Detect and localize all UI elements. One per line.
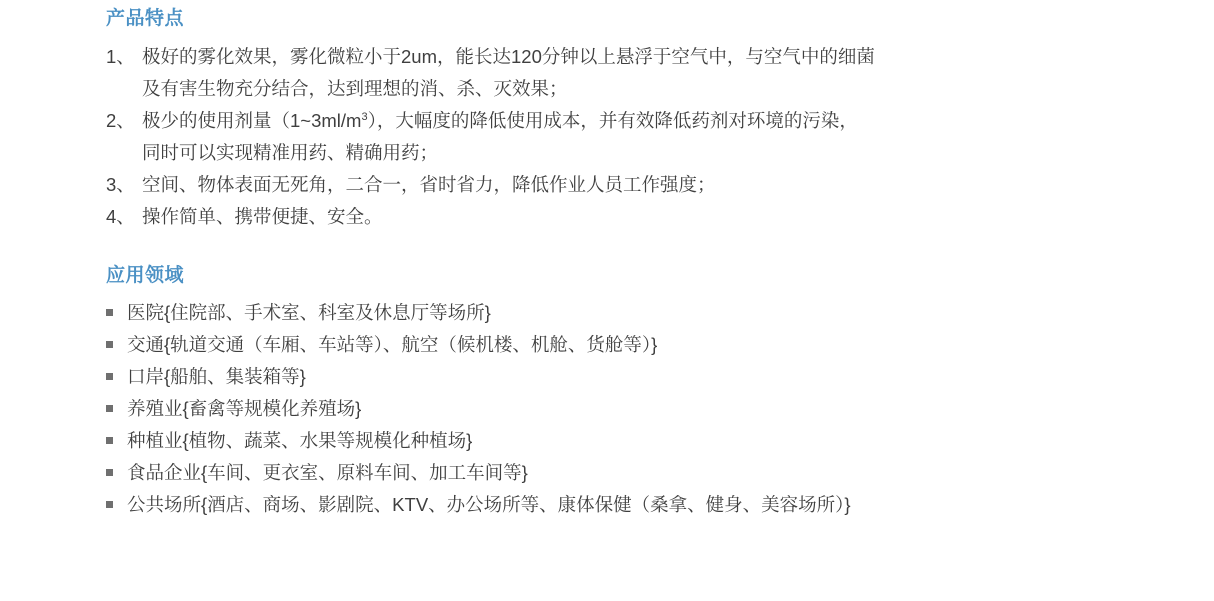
square-bullet-icon xyxy=(106,373,127,380)
list-item-label: 种植业{植物、蔬菜、水果等规模化种植场} xyxy=(127,430,473,452)
list-item xyxy=(106,457,1214,489)
list-item-label: 交通{轨道交通（车厢、车站等）、航空（候机楼、机舱、货舱等）} xyxy=(127,334,658,356)
list-item-line-1-post: ），大幅度的降低使用成本，并有效降低药剂对环境的污染， xyxy=(367,109,858,131)
list-item-line-2: 及有害生物充分结合，达到理想的消、杀、灭效果； xyxy=(142,77,568,99)
product-features-title: 产品特点 xyxy=(106,8,185,29)
list-item-text xyxy=(142,105,1132,169)
list-item-marker: 2、 xyxy=(106,109,135,131)
list-item xyxy=(106,425,1214,457)
list-item-label: 口岸{船舶、集装箱等} xyxy=(127,366,306,388)
list-item xyxy=(106,297,1214,329)
list-item xyxy=(106,105,1214,169)
square-bullet-icon xyxy=(106,437,127,444)
list-item-line-2: 同时可以实现精准用药、精确用药； xyxy=(142,141,439,163)
list-item-label: 养殖业{畜禽等规模化养殖场} xyxy=(127,398,362,420)
list-item-line-1: 极好的雾化效果，雾化微粒小于2um，能长达120分钟以上悬浮于空气中，与空气中的细菌 xyxy=(142,45,875,67)
list-item-label: 医院{住院部、手术室、科室及休息厅等场所} xyxy=(127,302,491,324)
square-bullet-icon xyxy=(106,341,127,348)
application-areas-title: 应用领域 xyxy=(106,264,185,286)
list-item xyxy=(106,329,1214,361)
product-features-list xyxy=(106,41,1214,233)
list-item-label: 公共场所{酒店、商场、影剧院、KTV、办公场所等、康体保健（桑拿、健身、美容场所）} xyxy=(127,494,851,516)
list-item-line-1: 空间、物体表面无死角，二合一，省时省力，降低作业人员工作强度； xyxy=(142,173,716,195)
list-item xyxy=(106,41,1214,105)
superscript-exponent: 3 xyxy=(361,110,368,123)
square-bullet-icon xyxy=(106,405,127,412)
list-item-marker: 1、 xyxy=(106,45,135,67)
list-item-label: 食品企业{车间、更衣室、原料车间、加工车间等} xyxy=(127,462,528,484)
square-bullet-icon xyxy=(106,501,127,508)
list-item-text xyxy=(142,169,1132,201)
list-item xyxy=(106,201,1214,233)
square-bullet-icon xyxy=(106,309,127,316)
application-areas-section xyxy=(0,263,1214,522)
list-item xyxy=(106,361,1214,393)
list-item xyxy=(106,169,1214,201)
list-item-marker: 3、 xyxy=(106,173,135,195)
application-areas-list xyxy=(106,297,1214,521)
list-item-text xyxy=(142,201,1132,233)
product-features-section xyxy=(0,6,1214,233)
list-item-line-1-pre: 极少的使用剂量（1~3ml/m xyxy=(142,109,362,131)
list-item xyxy=(106,393,1214,425)
square-bullet-icon xyxy=(106,469,127,476)
list-item-line-1: 操作简单、携带便捷、安全。 xyxy=(142,205,383,227)
list-item xyxy=(106,489,1214,521)
list-item-marker: 4、 xyxy=(106,205,135,227)
list-item-text xyxy=(142,41,1132,105)
